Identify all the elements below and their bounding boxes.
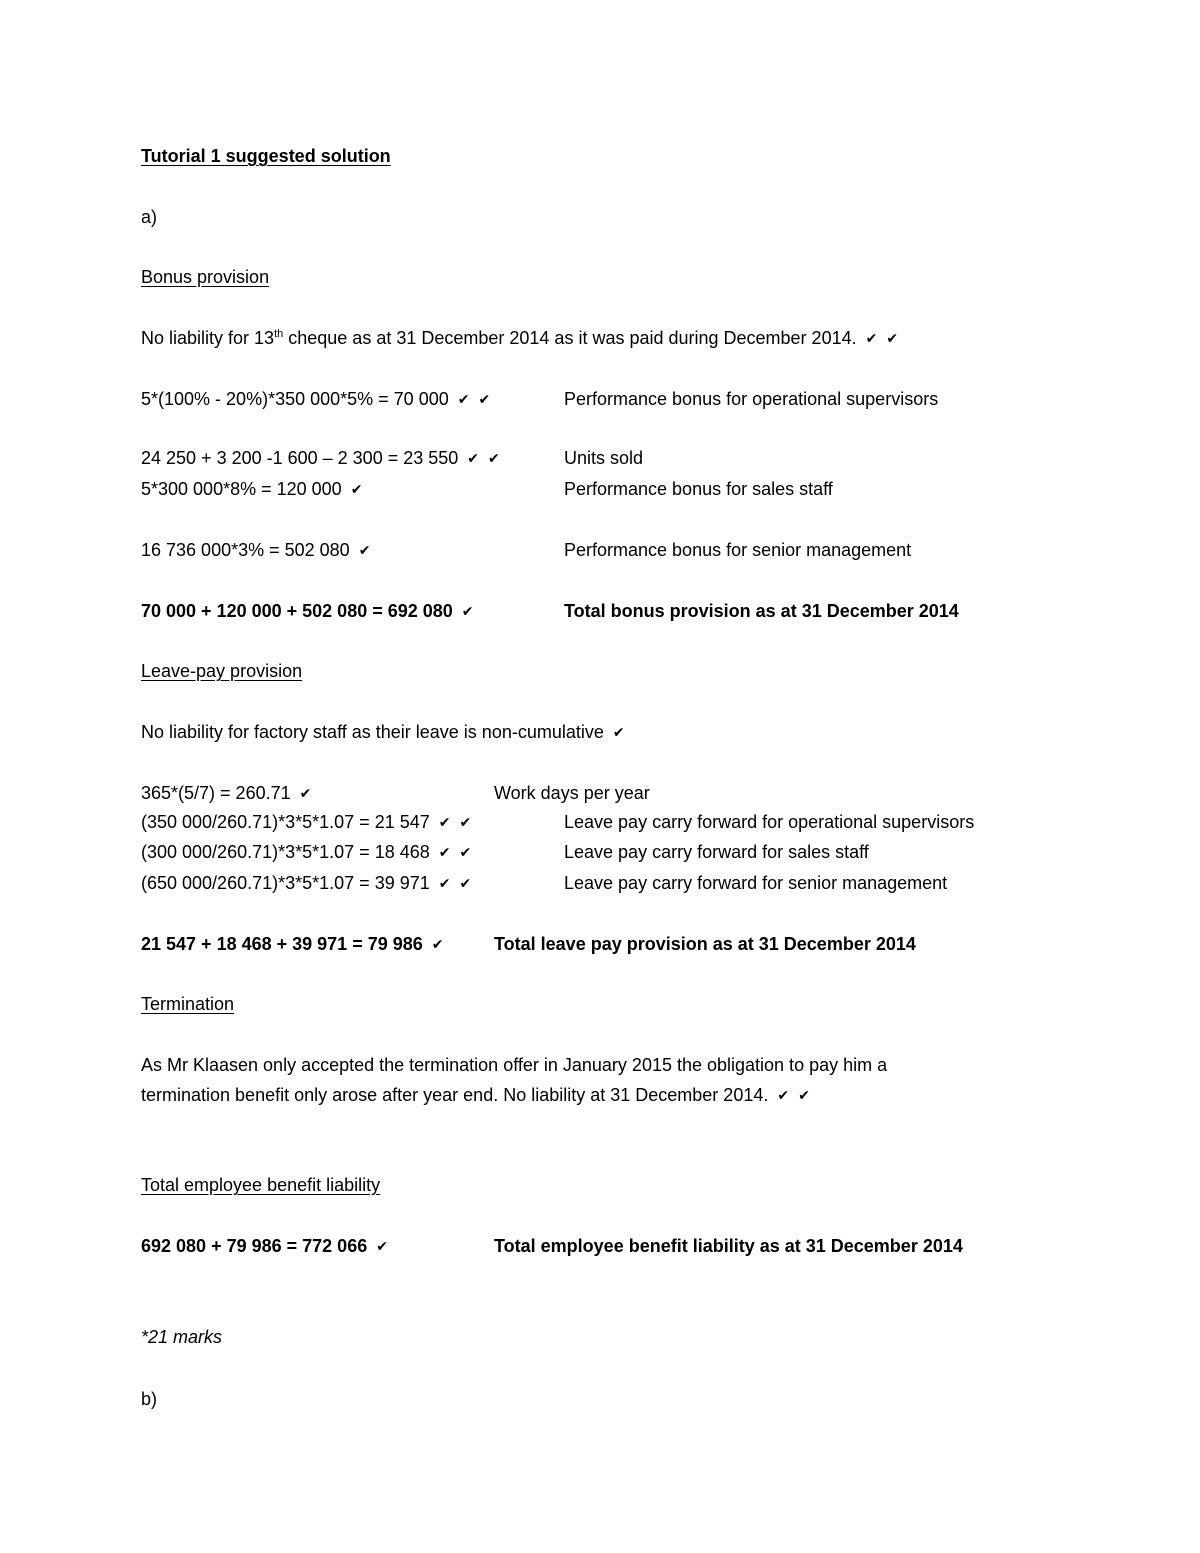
bonus-total-desc: Total bonus provision as at 31 December 2014: [564, 601, 959, 621]
total-liability-desc: Total employee benefit liability as at 31 December 2014: [494, 1236, 963, 1256]
bonus-calc-2: 24 250 + 3 200 -1 600 – 2 300 = 23 550 ✔ ✔: [141, 448, 500, 468]
bonus-calc-4: 16 736 000*3% = 502 080 ✔: [141, 540, 371, 560]
page-title: Tutorial 1 suggested solution: [141, 146, 391, 166]
check-icon: ✔: [459, 875, 472, 891]
check-icon: ✔: [467, 450, 480, 466]
leave-calc-4: (650 000/260.71)*3*5*1.07 = 39 971 ✔ ✔: [141, 873, 472, 893]
check-icon: ✔: [431, 936, 444, 952]
check-icon: ✔: [488, 450, 500, 466]
check-icon: ✔: [865, 330, 878, 346]
check-icon: ✔: [612, 724, 625, 740]
total-liability-heading: Total employee benefit liability: [141, 1175, 381, 1195]
leave-total-calc: 21 547 + 18 468 + 39 971 = 79 986 ✔: [141, 934, 444, 954]
part-b-label: b): [141, 1389, 158, 1409]
bonus-total-calc: 70 000 + 120 000 + 502 080 = 692 080 ✔: [141, 601, 474, 621]
part-a-label: a): [141, 207, 158, 227]
bonus-note: No liability for 13th cheque as at 31 December 2014 as it was paid during December 2014. ✔ ✔: [141, 328, 899, 348]
leave-calc-3: (300 000/260.71)*3*5*1.07 = 18 468 ✔ ✔: [141, 842, 472, 862]
check-icon: ✔: [886, 330, 899, 346]
bonus-desc-1: Performance bonus for operational supervisors: [564, 389, 939, 409]
leave-desc-3: Leave pay carry forward for sales staff: [564, 842, 869, 862]
leave-total-desc: Total leave pay provision as at 31 December 2014: [494, 934, 916, 954]
termination-line-2: termination benefit only arose after year end. No liability at 31 December 2014. ✔ ✔: [141, 1085, 810, 1105]
bonus-desc-2: Units sold: [564, 448, 644, 468]
check-icon: ✔: [459, 814, 472, 830]
bonus-heading: Bonus provision: [141, 267, 270, 287]
bonus-desc-4: Performance bonus for senior management: [564, 540, 912, 560]
bonus-calc-1: 5*(100% - 20%)*350 000*5% = 70 000 ✔ ✔: [141, 389, 491, 409]
check-icon: ✔: [358, 542, 371, 558]
leave-desc-4: Leave pay carry forward for senior management: [564, 873, 948, 893]
leave-heading: Leave-pay provision: [141, 661, 303, 681]
leave-calc-2: (350 000/260.71)*3*5*1.07 = 21 547 ✔ ✔: [141, 812, 472, 832]
check-icon: ✔: [350, 481, 363, 497]
check-icon: ✔: [299, 785, 312, 801]
termination-heading: Termination: [141, 994, 235, 1014]
check-icon: ✔: [459, 844, 472, 860]
check-icon: ✔: [461, 603, 474, 619]
bonus-desc-3: Performance bonus for sales staff: [564, 479, 833, 499]
check-icon: ✔: [438, 814, 451, 830]
leave-desc-1: Work days per year: [494, 783, 650, 803]
check-icon: ✔: [438, 844, 451, 860]
check-icon: ✔: [798, 1087, 810, 1103]
leave-desc-2: Leave pay carry forward for operational supervisors: [564, 812, 975, 832]
check-icon: ✔: [438, 875, 451, 891]
bonus-calc-3: 5*300 000*8% = 120 000 ✔: [141, 479, 363, 499]
check-icon: ✔: [777, 1087, 790, 1103]
marks-note: *21 marks: [141, 1327, 223, 1347]
check-icon: ✔: [457, 391, 470, 407]
total-liability-calc: 692 080 + 79 986 = 772 066 ✔: [141, 1236, 388, 1256]
leave-note: No liability for factory staff as their leave is non-cumulative ✔: [141, 722, 625, 742]
check-icon: ✔: [478, 391, 491, 407]
check-icon: ✔: [376, 1238, 388, 1254]
termination-line-1: As Mr Klaasen only accepted the termination offer in January 2015 the obligation to pay him a: [141, 1055, 888, 1075]
leave-calc-1: 365*(5/7) = 260.71 ✔: [141, 783, 312, 803]
